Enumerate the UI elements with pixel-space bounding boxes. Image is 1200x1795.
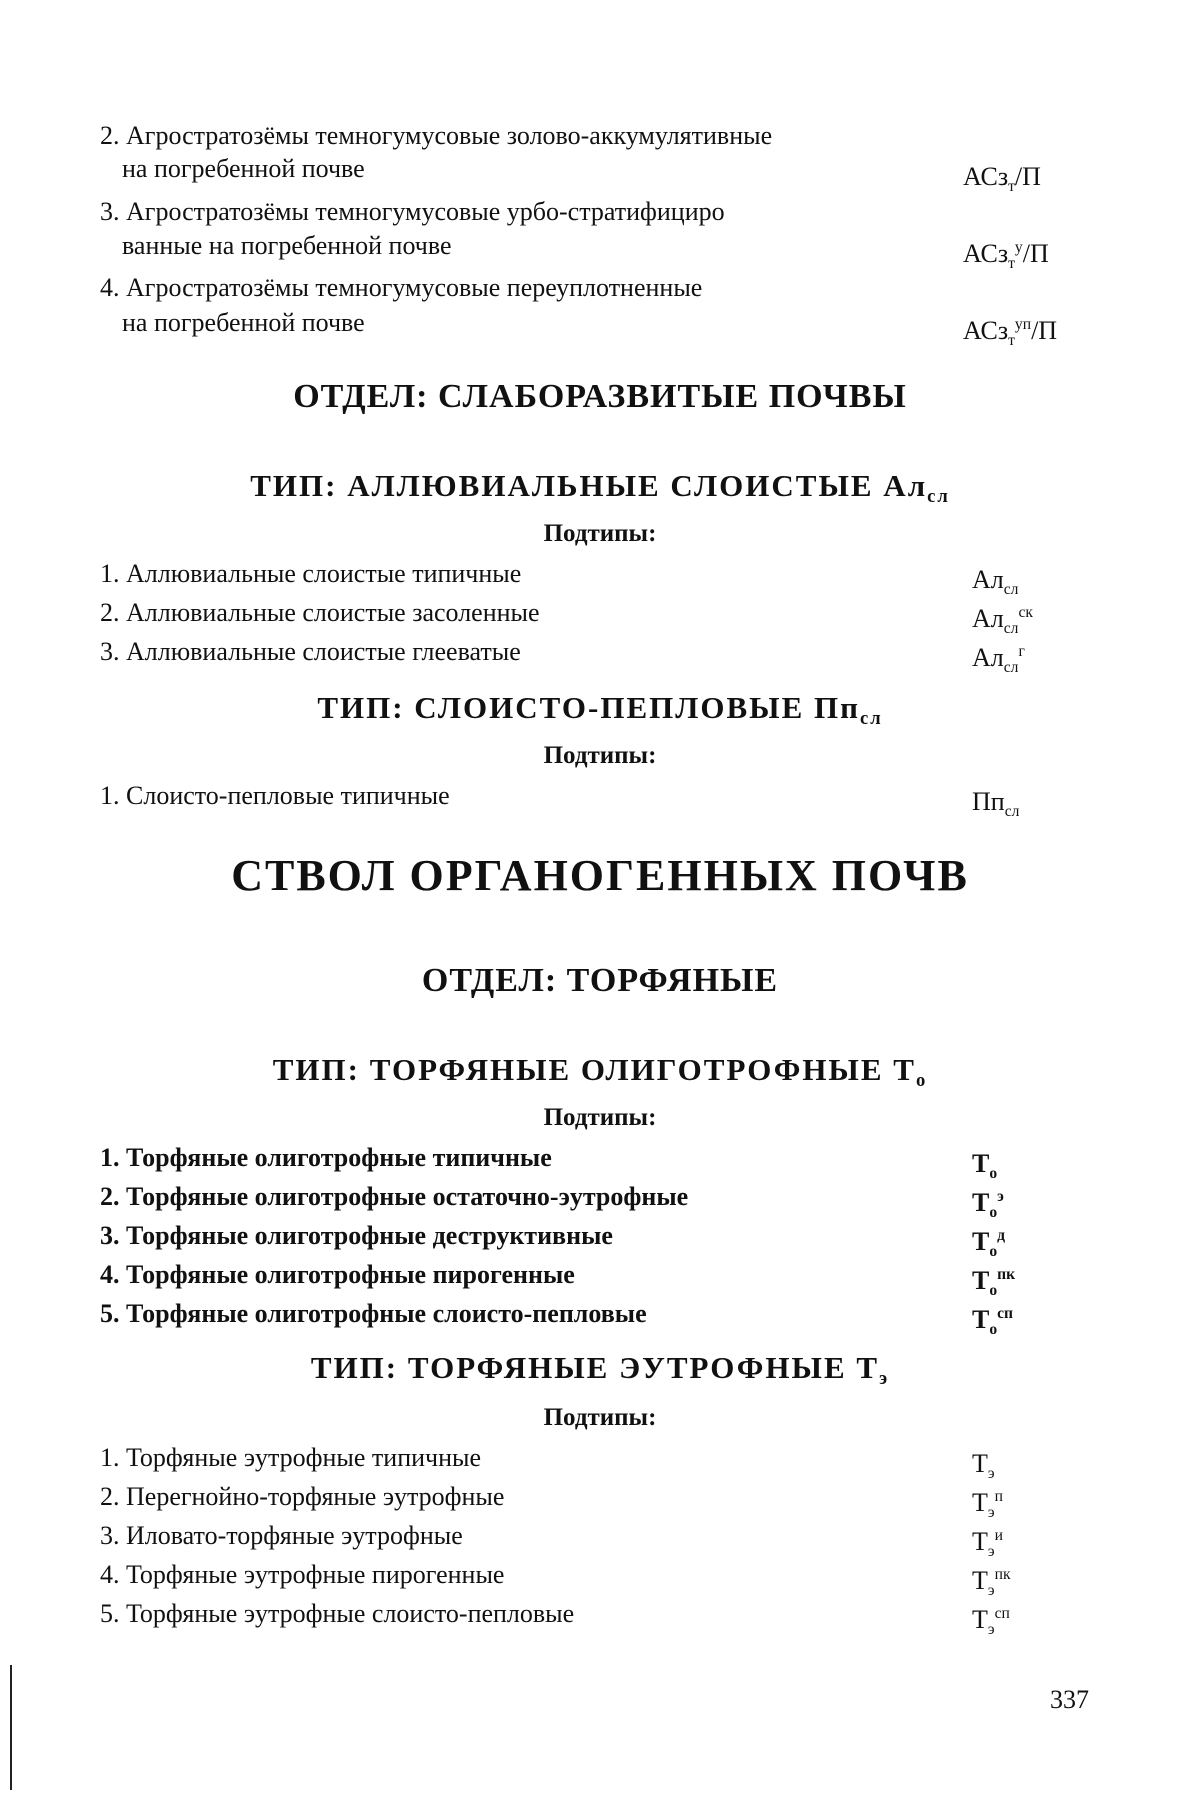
list-item: 3. Торфяные олиготрофные деструктивные xyxy=(100,1221,613,1250)
soil-code: АСз$_т$/П xyxy=(963,162,1041,195)
soil-code: $Т_о^э$ xyxy=(972,1188,1004,1221)
division-heading: ОТДЕЛ: СЛАБОРАЗВИТЫЕ ПОЧВЫ xyxy=(293,378,907,415)
division-heading: ОТДЕЛ: ТОРФЯНЫЕ xyxy=(421,962,779,999)
soil-code: $Т_о^д$ xyxy=(972,1227,1006,1260)
soil-code: $Т_э$ xyxy=(972,1449,995,1482)
list-item: 2. Перегнойно-торфяные эутрофные xyxy=(100,1482,505,1511)
soil-code: $Т_о^{сп}$ xyxy=(972,1305,1014,1338)
soil-code: $Т_о^{пк}$ xyxy=(972,1266,1016,1299)
entry-line: ванные на погребенной почве xyxy=(122,231,452,260)
list-item: 5. Торфяные эутрофные слоисто-пепловые xyxy=(100,1599,575,1628)
list-item: 4. Торфяные олиготрофные пирогенные xyxy=(100,1260,575,1289)
subtypes-label: Подтипы: xyxy=(543,520,657,547)
soil-code: $Т_э^и$ xyxy=(972,1527,1003,1560)
soil-code: $Т_э^{пк}$ xyxy=(972,1566,1011,1599)
subtypes-label: Подтипы: xyxy=(543,1404,657,1431)
list-item: 3. Иловато-торфяные эутрофные xyxy=(100,1521,463,1550)
entry-line: на погребенной почве xyxy=(122,308,365,337)
list-item: 4. Торфяные эутрофные пирогенные xyxy=(100,1560,505,1589)
type-heading: ТИП: ТОРФЯНЫЕ ОЛИГОТРОФНЫЕ $Т_о$ xyxy=(272,1052,928,1091)
list-item: 1. Аллювиальные слоистые типичные xyxy=(100,559,522,588)
soil-code: $Т_э^{сп}$ xyxy=(972,1605,1010,1638)
list-item: 2. Аллювиальные слоистые засоленные xyxy=(100,598,540,627)
type-heading: ТИП: СЛОИСТО-ПЕПЛОВЫЕ $Пп_{сл}$ xyxy=(317,690,883,729)
list-item: 3. Аллювиальные слоистые глееватые xyxy=(100,637,521,666)
soil-code: АСз$_т^у$/П xyxy=(963,239,1049,272)
list-item: 1. Торфяные олиготрофные типичные xyxy=(100,1143,552,1172)
list-item: 2. Торфяные олиготрофные остаточно-эутрофные xyxy=(100,1182,689,1211)
type-heading: ТИП: ТОРФЯНЫЕ ЭУТРОФНЫЕ $Т_э$ xyxy=(310,1350,890,1389)
list-item: 5. Торфяные олиготрофные слоисто-пепловые xyxy=(100,1299,647,1328)
subtypes-label: Подтипы: xyxy=(543,1104,657,1131)
entry-line: на погребенной почве xyxy=(122,154,365,183)
soil-code: $Т_о$ xyxy=(972,1149,998,1182)
soil-code: $Пп_{сл}$ xyxy=(972,787,1020,820)
soil-code: $Ал_{сл}$ xyxy=(972,565,1019,598)
page-number: 337 xyxy=(1050,1685,1089,1714)
trunk-heading: СТВОЛ ОРГАНОГЕННЫХ ПОЧВ xyxy=(231,851,969,900)
entry-line: 4. Агростратозёмы темногумусовые переуплотненные xyxy=(100,273,703,302)
entry-line: 3. Агростратозёмы темногумусовые урбо-стратифициро xyxy=(100,197,725,226)
scan-margin-mark xyxy=(10,1665,12,1790)
soil-code: $Т_э^п$ xyxy=(972,1488,1003,1521)
list-item: 1. Торфяные эутрофные типичные xyxy=(100,1443,482,1472)
soil-code: $Ал_{сл}^г$ xyxy=(972,643,1025,676)
type-heading: ТИП: АЛЛЮВИАЛЬНЫЕ СЛОИСТЫЕ $Ал_{сл}$ xyxy=(250,468,950,507)
list-item: 1. Слоисто-пепловые типичные xyxy=(100,781,450,810)
entry-line: 2. Агростратозёмы темногумусовые золово-аккумулятивные xyxy=(100,121,773,150)
subtypes-label: Подтипы: xyxy=(543,742,657,769)
soil-code: АСз$_т^{уп}$/П xyxy=(963,316,1058,349)
soil-code: $Ал_{сл}^{ск}$ xyxy=(972,604,1033,637)
